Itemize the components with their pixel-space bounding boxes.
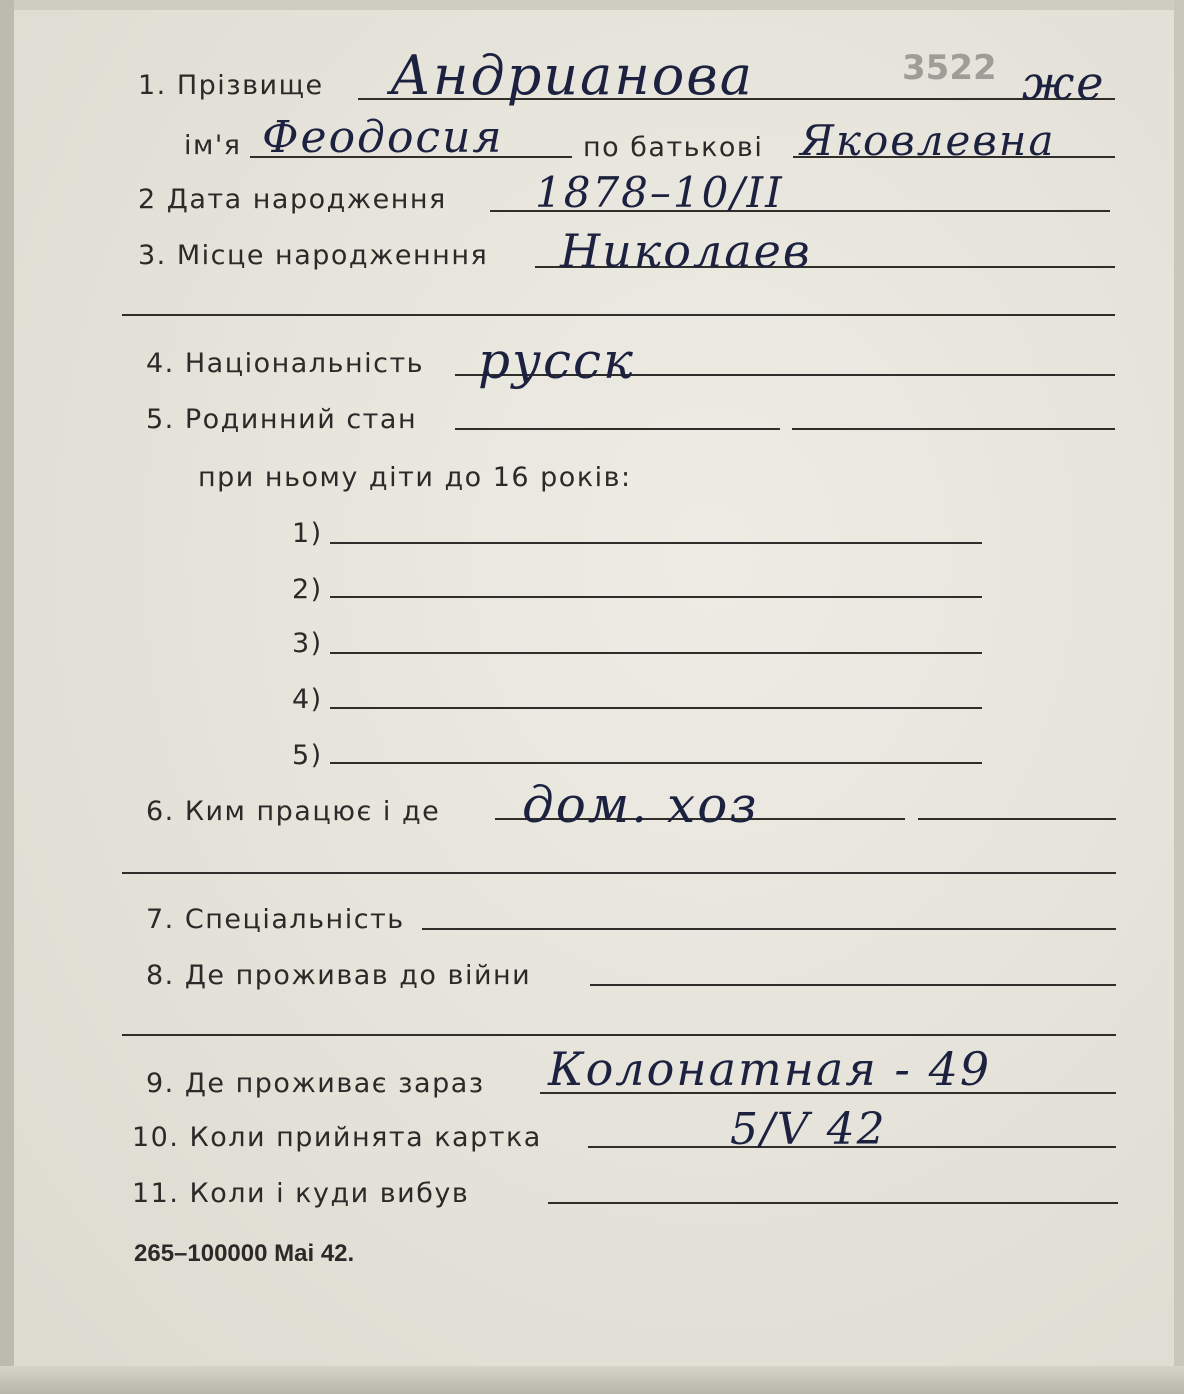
prewar-line-2 (122, 1034, 1116, 1036)
prewar-label: 8. Де проживав до війни (146, 960, 532, 991)
current-label: 9. Де проживає зараз (146, 1068, 485, 1099)
patronymic-value: Яковлевна (800, 116, 1056, 165)
specialty-line (422, 928, 1116, 930)
print-code: 265–100000 Mai 42. (134, 1240, 355, 1267)
child-3-line (330, 652, 982, 654)
birthplace-value: Николаев (560, 224, 812, 278)
accepted-label: 10. Коли прийнята картка (132, 1122, 542, 1153)
birthplace-label: 3. Місце народженння (138, 240, 489, 271)
paper-edge-top (0, 0, 1184, 10)
paper-edge-left (0, 0, 14, 1394)
specialty-label: 7. Спеціальність (146, 904, 405, 935)
child-1-label: 1) (292, 518, 323, 549)
child-4-label: 4) (292, 684, 323, 715)
prewar-line (590, 984, 1116, 986)
work-line-2 (918, 818, 1116, 820)
archive-number-suffix: же (1022, 56, 1106, 110)
birthplace-line-2 (122, 314, 1115, 316)
birthdate-value: 1878–10/II (535, 168, 784, 217)
name-label: ім'я (184, 130, 242, 161)
work-value: дом. хоз (522, 776, 759, 834)
paper-edge-right (1174, 0, 1184, 1394)
child-4-line (330, 707, 982, 709)
nationality-value: русск (478, 332, 635, 390)
current-value: Колонатная - 49 (548, 1042, 992, 1096)
child-2-label: 2) (292, 574, 323, 605)
child-3-label: 3) (292, 628, 323, 659)
birthdate-label: 2 Дата народження (138, 184, 447, 215)
accepted-value: 5/V 42 (730, 1104, 887, 1155)
family-label: 5. Родинний стан (146, 404, 418, 435)
name-value: Феодосия (262, 112, 504, 163)
family-line-2 (792, 428, 1115, 430)
work-label: 6. Ким працює і де (146, 796, 441, 827)
departed-label: 11. Коли і куди вибув (132, 1178, 470, 1209)
nationality-label: 4. Національність (146, 348, 425, 379)
patronymic-label: по батькові (583, 132, 764, 163)
children-label: при ньому діти до 16 років: (198, 462, 632, 493)
child-1-line (330, 542, 982, 544)
surname-label: 1. Прізвище (138, 70, 324, 101)
child-2-line (330, 596, 982, 598)
surname-value: Андрианова (390, 44, 754, 107)
family-line-1 (455, 428, 780, 430)
work-line-3 (122, 872, 1116, 874)
child-5-label: 5) (292, 740, 323, 771)
archive-number: 3522 (902, 48, 997, 88)
paper-edge-bottom (0, 1366, 1184, 1394)
child-5-line (330, 762, 982, 764)
departed-line (548, 1202, 1118, 1204)
